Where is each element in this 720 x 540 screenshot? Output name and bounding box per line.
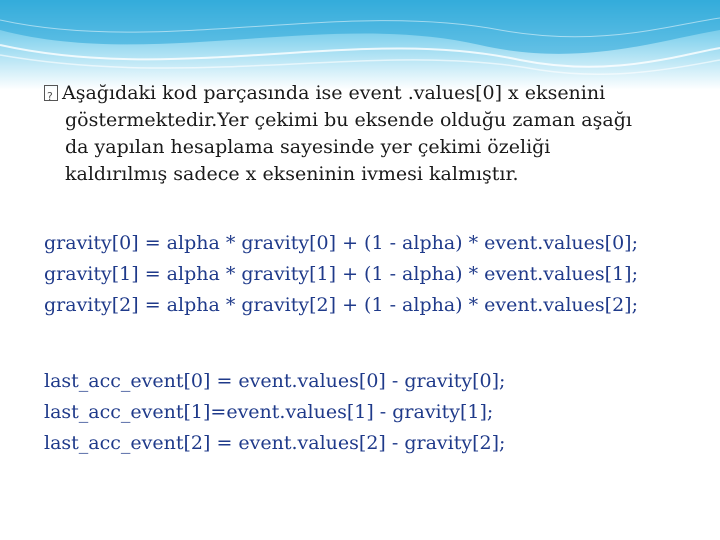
code-line: last_acc_event[0] = event.values[0] - gravity[0];	[44, 370, 506, 392]
paragraph-line-3: da yapılan hesaplama sayesinde yer çekimi özeliği	[65, 136, 551, 158]
gravity-code-block	[44, 228, 694, 321]
replacement-char-icon	[44, 85, 58, 101]
description-paragraph	[44, 80, 704, 188]
code-line: gravity[1] = alpha * gravity[1] + (1 - alpha) * event.values[1];	[44, 263, 638, 285]
last-acc-code-block	[44, 366, 694, 459]
wave-graphic	[0, 0, 720, 90]
code-line: last_acc_event[2] = event.values[2] - gravity[2];	[44, 432, 506, 454]
decorative-header-wave	[0, 0, 720, 90]
code-line: gravity[2] = alpha * gravity[2] + (1 - alpha) * event.values[2];	[44, 294, 638, 316]
paragraph-line-4: kaldırılmış sadece x ekseninin ivmesi kalmıştır.	[65, 163, 519, 185]
code-line: last_acc_event[1]=event.values[1] - gravity[1];	[44, 401, 494, 423]
code-line: gravity[0] = alpha * gravity[0] + (1 - alpha) * event.values[0];	[44, 232, 638, 254]
paragraph-line-1	[44, 80, 704, 107]
paragraph-line-text: Aşağıdaki kod parçasında ise event .values[0] x eksenini	[62, 82, 606, 104]
paragraph-line-2: göstermektedir.Yer çekimi bu eksende olduğu zaman aşağı	[65, 109, 632, 131]
